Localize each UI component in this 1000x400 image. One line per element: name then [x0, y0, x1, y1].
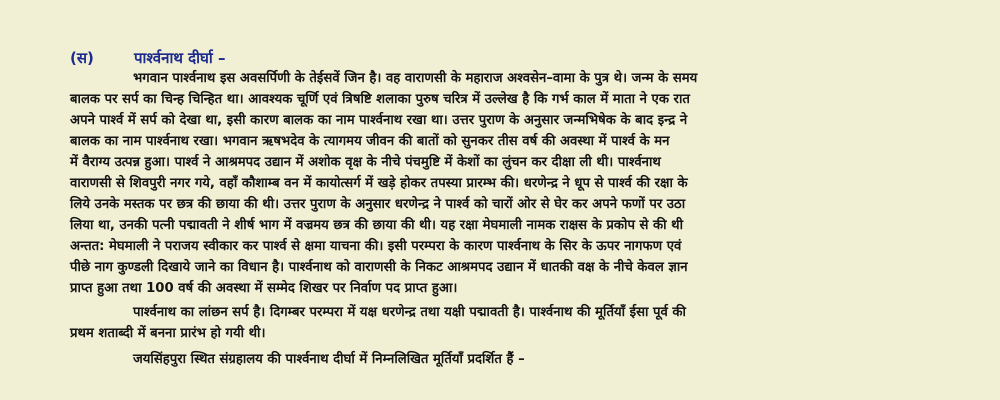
paragraph-line: बालक पर सर्प का चिन्ह चिन्हित था। आवश्यक चूर्णि एवं त्रिषष्टि शलाका पुरुष चरित्र में उल्लेख है कि गर्भ काल में माता ने एक रात [70, 92, 690, 107]
paragraph-line: में वैराग्य उत्पन्न हुआ। पार्श्व ने आश्रमपद उद्यान में अशोक वृक्ष के नीचे पंचमुष्टि में केशों का लुंचन कर दीक्षा ली थी। पार्श्वनाथ [70, 155, 661, 170]
paragraph-line: वाराणसी से शिवपुरी नगर गये, वहाँ कौशाम्ब वन में कायोत्सर्ग में खड़े होकर तपस्या प्रारम्भ की। धरणेन्द्र ने धूप से पार्श्व की रक्षा के [70, 176, 688, 191]
paragraph-line: लिया था, उनकी पत्नी पद्मावती ने शीर्ष भाग में वज्रमय छत्र की छाया की थी। यह रक्षा मेघमाली नामक राक्षस के प्रकोप से की थी [70, 218, 684, 233]
section-title: पार्श्वनाथ दीर्घा – [134, 49, 226, 67]
section-label: (स) [70, 49, 94, 67]
paragraph-line: भगवान पार्श्वनाथ इस अवसर्पिणी के तेईसवें जिन है। वह वाराणसी के महाराज अश्वसेन–वामा के पुत्र थे। जन्म के समय [133, 71, 698, 86]
paragraph-line: लिये उनके मस्तक पर छत्र की छाया की थी। उत्तर पुराण के अनुसार धरणेन्द्र ने पार्श्व को चारों ओर से घेर कर अपने फणों पर उठा [70, 197, 686, 212]
paragraph-line: अन्तत: मेघमाली ने पराजय स्वीकार कर पार्श्व से क्षमा याचना की। इसी परम्परा के कारण पार्श्वनाथ के सिर के ऊपर नागफण एवं [70, 239, 682, 254]
paragraph-line: प्राप्त हुआ तथा 100 वर्ष की अवस्था में सम्मेद शिखर पर निर्वाण पद प्राप्त हुआ। [70, 281, 458, 296]
paragraph-line: बालक का नाम पार्श्वनाथ रखा। भगवान ऋषभदेव के त्यागमय जीवन की बातों को सुनकर तीस वर्ष की अवस्था में पार्श्व के मन [70, 134, 670, 149]
section-heading [70, 48, 225, 68]
paragraph-line: प्रथम शताब्दी में बनना प्रारंभ हो गयी थी। [70, 326, 266, 341]
paragraph-line: जयसिंहपुरा स्थित संग्रहालय की पार्श्वनाथ दीर्घा में निम्नलिखित मूर्तियाँ प्रदर्शित हैं – [133, 352, 525, 367]
paragraph-line: पार्श्वनाथ का लांछन सर्प है। दिगम्बर परम्परा में यक्ष धरणेन्द्र तथा यक्षी पद्मावती है। पार्श्वनाथ की मूर्तियाँ ईसा पूर्व की [133, 305, 686, 320]
paragraph-line: अपने पार्श्व में सर्प को देखा था, इसी कारण बालक का नाम पार्श्वनाथ रखा था। उत्तर पुराण के अनुसार जन्मभिषेक के बाद इन्द्र ने [70, 113, 688, 128]
paragraph-line: पीछे नाग कुण्डली दिखाये जाने का विधान है। पार्श्वनाथ को वाराणसी के निकट आश्रमपद उद्यान में धातकी वक्ष के नीचे केवल ज्ञान [70, 260, 688, 275]
